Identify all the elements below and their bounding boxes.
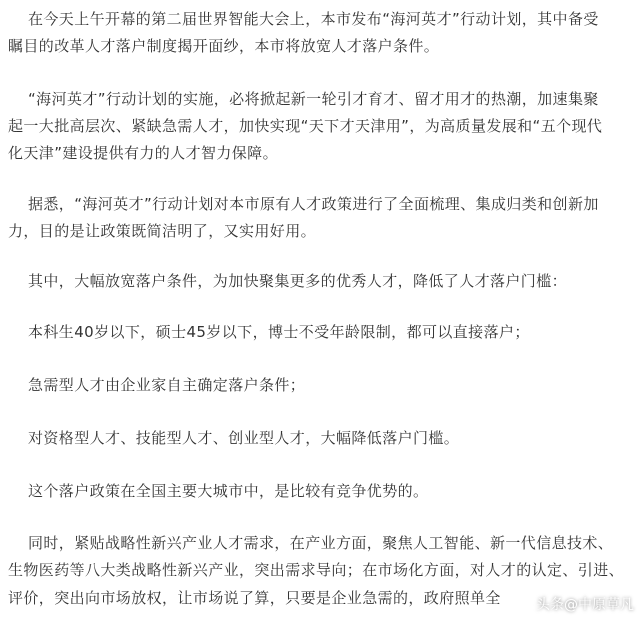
paragraph-line: 对资格型人才、技能型人才、创业型人才，大幅降低落户门槛。 (28, 429, 460, 447)
paragraph-line: 这个落户政策在全国主要大城市中，是比较有竞争优势的。 (28, 482, 429, 500)
paragraph-line: 生物医药等八大类战略性新兴产业，突出需求导向；在市场化方面，对人才的认定、引进、 (8, 561, 625, 579)
paragraph-line: 瞩目的改革人才落户制度揭开面纱，本市将放宽人才落户条件。 (8, 37, 440, 55)
paragraph-line: 力，目的是让政策既简洁明了，又实用好用。 (8, 222, 317, 240)
paragraph-line: 本科生40岁以下，硕士45岁以下，博士不受年龄限制，都可以直接落户； (28, 323, 530, 341)
paragraph-line: 起一大批高层次、紧缺急需人才，加快实现“天下才天津用”，为高质量发展和“五个现代 (8, 117, 603, 135)
paragraph-line: 其中，大幅放宽落户条件，为加快聚集更多的优秀人才，降低了人才落户门槛： (28, 272, 568, 290)
paragraph-line: 同时，紧贴战略性新兴产业人才需求，在产业方面，聚焦人工智能、新一代信息技术、 (28, 534, 614, 552)
toutiao-logo-icon (516, 597, 532, 611)
paragraph-line: 急需型人才由企业家自主确定落户条件； (28, 376, 306, 394)
paragraph-line: 据悉，“海河英才”行动计划对本市原有人才政策进行了全面梳理、集成归类和创新加 (28, 195, 599, 213)
paragraph-line: 评价，突出向市场放权，让市场说了算，只要是企业急需的，政府照单全 (8, 589, 501, 607)
watermark (516, 593, 634, 615)
watermark-text: 头条@中原草凡 (536, 597, 634, 613)
paragraph-line: 化天津”建设提供有力的人才智力保障。 (8, 144, 278, 162)
paragraph-line: “海河英才”行动计划的实施，必将掀起新一轮引才育才、留才用才的热潮，加速集聚 (28, 90, 599, 108)
paragraph-line: 在今天上午开幕的第二届世界智能大会上，本市发布“海河英才”行动计划，其中备受 (28, 10, 599, 28)
